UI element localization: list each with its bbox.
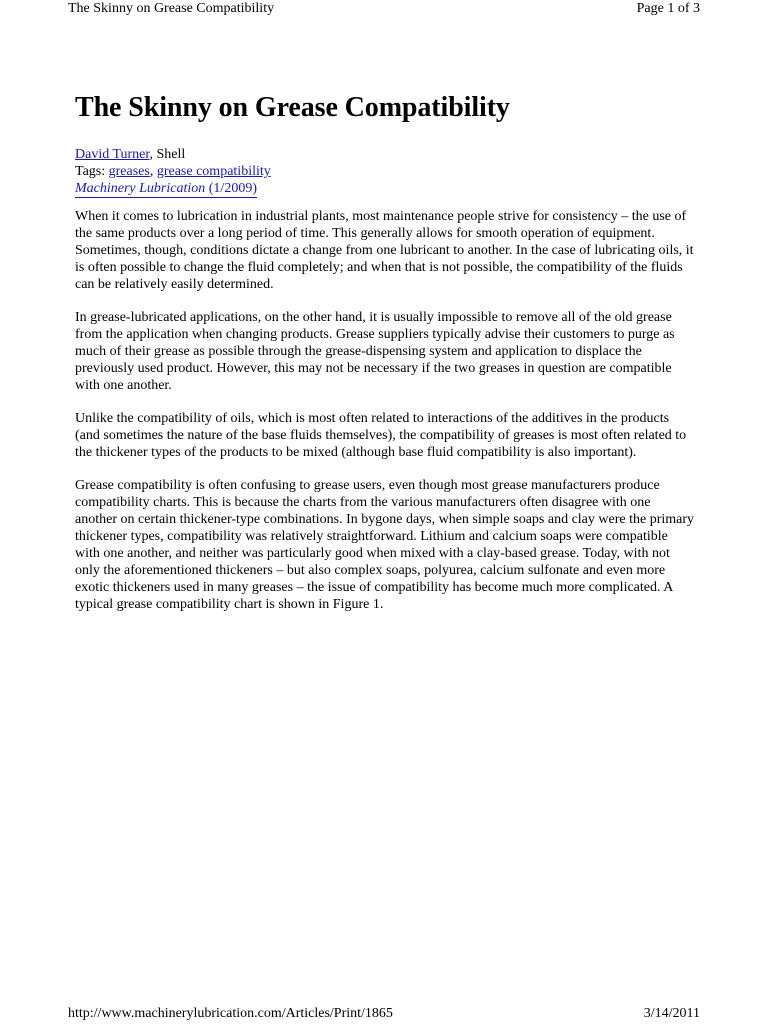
source-link[interactable] xyxy=(75,180,257,198)
article-body xyxy=(75,208,695,613)
paragraph: Unlike the compatibility of oils, which is most often related to interactions of the additives in the products (and sometimes the nature of the base fluids themselves), the compatibility of greases is most often related to the thickener types of the products to be mixed (although base fluid compatibility is also important). xyxy=(75,411,687,460)
header-doc-title: The Skinny on Grease Compatibility xyxy=(68,1,275,16)
print-footer xyxy=(68,1005,700,1023)
source-publication: Machinery Lubrication xyxy=(75,181,206,196)
article-meta xyxy=(75,146,695,198)
header-page-indicator: Page 1 of 3 xyxy=(636,1,700,16)
tags-label: Tags: xyxy=(75,164,109,179)
source-issue: (1/2009) xyxy=(205,181,257,196)
paragraph: In grease-lubricated applications, on the other hand, it is usually impossible to remove all of the old grease from the application when changing products. Grease suppliers typically advise their customers to purge as much of their grease as possible through the grease-dispensing system and application to displace the previously used product. However, this may not be necessary if the two greases in question are compatible with one another. xyxy=(75,310,675,393)
byline xyxy=(75,146,695,163)
author-link[interactable]: David Turner xyxy=(75,147,150,162)
footer-url: http://www.machinerylubrication.com/Articles/Print/1865 xyxy=(68,1006,393,1021)
print-header xyxy=(68,0,700,20)
article xyxy=(75,88,695,629)
article-title: The Skinny on Grease Compatibility xyxy=(75,92,510,123)
tag-link-greases[interactable]: greases xyxy=(108,164,150,179)
footer-date: 3/14/2011 xyxy=(643,1006,700,1021)
source-line xyxy=(75,180,695,198)
tags-line xyxy=(75,163,695,180)
paragraph: Grease compatibility is often confusing to grease users, even though most grease manufacturers produce compatibility charts. This is because the charts from the various manufacturers often disagree with one another on certain thickener-type combinations. In bygone days, when simple soaps and clay were the primary thickener types, compatibility was relatively straightforward. Lithium and calcium soaps were compatible with one another, and neither was particularly good when mixed with a clay-based grease. Today, with not only the aforementioned thickeners – but also complex soaps, polyurea, calcium sulfonate and even more exotic thickeners used in many greases – the issue of compatibility has become much more complicated. A typical grease compatibility chart is shown in Figure 1. xyxy=(75,478,695,612)
paragraph: When it comes to lubrication in industrial plants, most maintenance people strive for consistency – the use of the same products over a long period of time. This generally allows for smooth operation of equipment. Sometimes, though, conditions dictate a change from one lubricant to another. In the case of lubricating oils, it is often possible to change the fluid completely; and when that is not possible, the compatibility of the fluids can be relatively easily determined. xyxy=(75,209,694,292)
tag-separator: , xyxy=(149,164,157,179)
author-affiliation: , Shell xyxy=(149,147,186,162)
tag-link-grease-compatibility[interactable]: grease compatibility xyxy=(156,164,271,179)
